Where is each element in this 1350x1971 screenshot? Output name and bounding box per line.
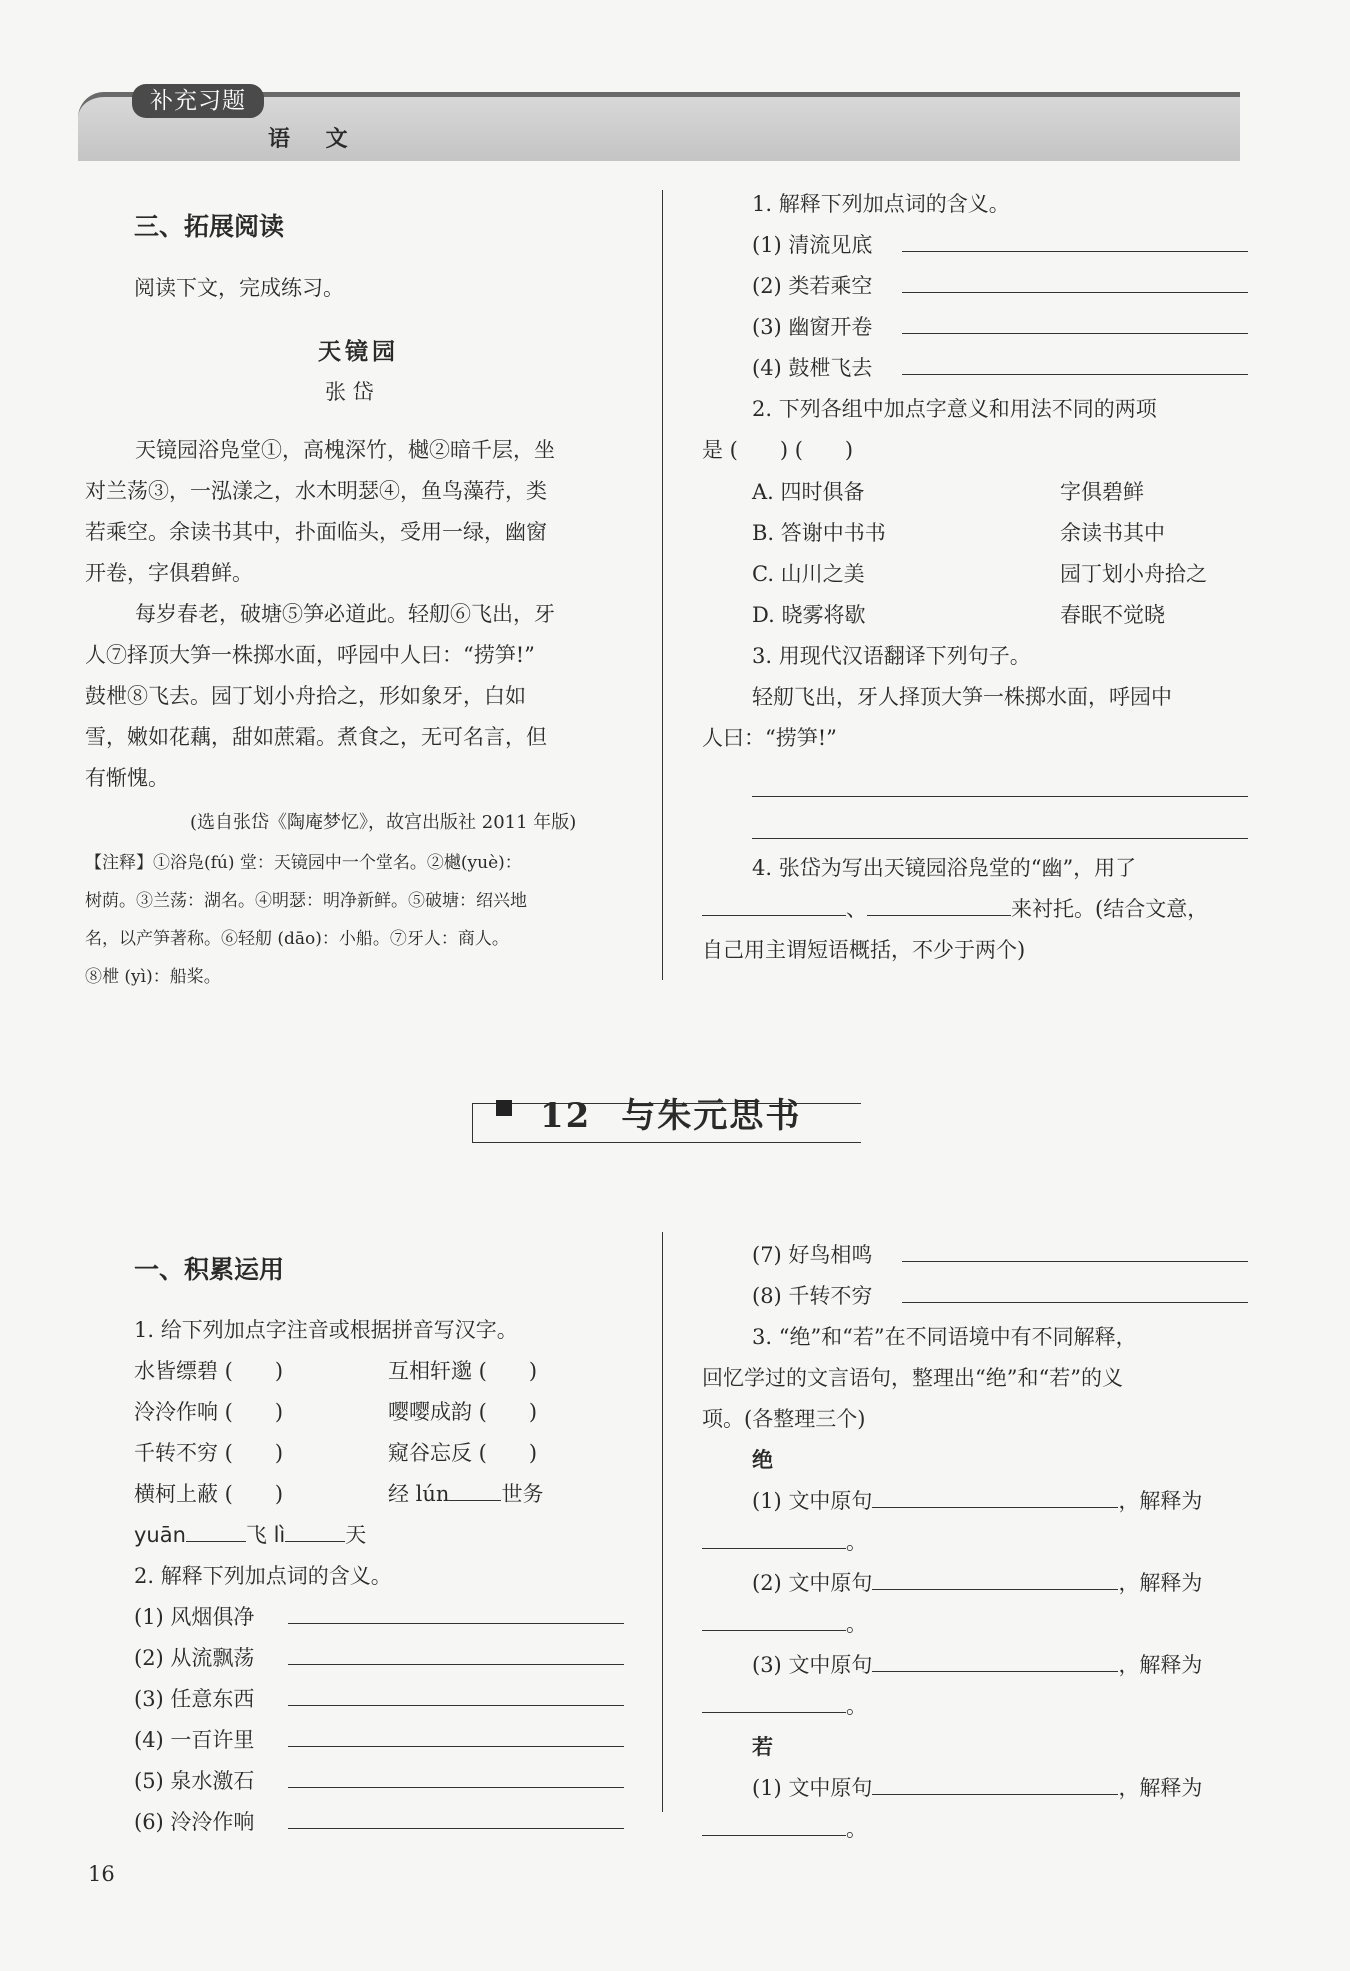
note-line: ⑧枻 (yì)：船桨。 [85, 967, 221, 987]
passage-paragraph-2 [85, 594, 630, 799]
acc-q2-item: (4) 一百许里 [134, 1720, 634, 1761]
entry-row-cont: 。 [702, 1809, 1252, 1850]
answer-blank[interactable] [902, 225, 1248, 252]
q4-line-cont: 自己用主谓短语概括，不少于两个) [702, 938, 1026, 962]
acc-q3-prompt: 3. “绝”和“若”在不同语境中有不同解释， [752, 1325, 1137, 1349]
acc-q2-prompt: 2. 解释下列加点词的含义。 [134, 1564, 392, 1588]
passage-title: 天镜园 [318, 338, 399, 365]
jue-entries [702, 1481, 1252, 1727]
q4-prompt: 4. 张岱为写出天镜园浴凫堂的“幽”，用了 [752, 856, 1137, 880]
answer-blank[interactable] [702, 1522, 846, 1549]
answer-blank[interactable] [702, 1686, 846, 1713]
pinyin-row: 泠泠作响 ( ) 嘤嘤成韵 ( ) [134, 1400, 538, 1424]
passage-paragraph-1 [85, 430, 630, 594]
note-line: 树荫。③兰荡：湖名。④明瑟：明净新鲜。⑤破塘：绍兴地 [85, 891, 527, 911]
answer-blank[interactable] [449, 1474, 501, 1501]
entry-row: (3) 文中原句 ，解释为 [702, 1645, 1252, 1686]
passage-line: 鼓枻⑧飞去。园丁划小舟拾之，形如象牙，白如 [85, 684, 526, 708]
passage-source: (选自张岱《陶庵梦忆》，故宫出版社 2011 年版) [190, 812, 577, 833]
chapter-title: 12 与朱元思书 [540, 1096, 802, 1136]
q3-prompt: 3. 用现代汉语翻译下列句子。 [752, 644, 1031, 668]
q2-option[interactable]: C. 山川之美 园丁划小舟拾之 [752, 562, 1207, 586]
pinyin-rows [134, 1351, 634, 1556]
q4-line: 、 来衬托。(结合文意， [702, 889, 1208, 929]
answer-blank[interactable] [872, 1645, 1118, 1672]
q2-option[interactable]: D. 晓雾将歇 春眠不觉晓 [752, 603, 1165, 627]
entry-row-cont: 。 [702, 1604, 1252, 1645]
ruo-entries [702, 1768, 1252, 1850]
answer-blank[interactable] [872, 1768, 1118, 1795]
answer-line[interactable] [752, 796, 1248, 797]
section-title-reading: 三、拓展阅读 [134, 212, 285, 241]
acc-q2-item: (1) 风烟俱净 [134, 1597, 634, 1638]
q1-item: (3) 幽窗开卷 [752, 307, 1252, 348]
answer-blank[interactable] [285, 1515, 345, 1542]
pinyin-row: 千转不穷 ( ) 窥谷忘反 ( ) [134, 1441, 538, 1465]
answer-blank[interactable] [902, 266, 1248, 293]
entry-row: (1) 文中原句 ，解释为 [702, 1481, 1252, 1522]
q3-sentence-cont: 人曰：“捞笋!” [702, 726, 837, 750]
header-subject: 语 文 [268, 127, 362, 152]
passage-line: 开卷，字俱碧鲜。 [85, 561, 253, 585]
column-divider-bottom [662, 1232, 663, 1812]
answer-blank[interactable] [702, 1604, 846, 1631]
answer-blank[interactable] [902, 1235, 1248, 1262]
answer-blank[interactable] [702, 889, 846, 916]
q1-item: (2) 类若乘空 [752, 266, 1252, 307]
acc-q2-item: (3) 任意东西 [134, 1679, 634, 1720]
answer-blank[interactable] [288, 1802, 624, 1829]
acc-q2-item: (2) 从流飘荡 [134, 1638, 634, 1679]
acc-q1-prompt: 1. 给下列加点字注音或根据拼音写汉字。 [134, 1318, 518, 1342]
acc-q3-prompt-cont: 项。(各整理三个) [702, 1407, 866, 1431]
q2-option[interactable]: B. 答谢中书书 余读书其中 [752, 521, 1165, 545]
q1-item: (1) 清流见底 [752, 225, 1252, 266]
jue-heading: 绝 [752, 1447, 773, 1472]
answer-blank[interactable] [872, 1563, 1118, 1590]
answer-blank[interactable] [902, 1276, 1248, 1303]
q2-options [752, 472, 1252, 636]
answer-blank[interactable] [288, 1679, 624, 1706]
passage-line: 人⑦择顶大笋一株掷水面，呼园中人曰：“捞笋!” [85, 643, 535, 667]
answer-blank[interactable] [702, 1809, 846, 1836]
passage-line: 雪，嫩如花藕，甜如蔗霜。煮食之，无可名言，但 [85, 725, 547, 749]
q2-prompt: 2. 下列各组中加点字意义和用法不同的两项 [752, 397, 1157, 421]
q2-option[interactable]: A. 四时俱备 字俱碧鲜 [752, 480, 1144, 504]
acc-q2-item: (6) 泠泠作响 [134, 1802, 634, 1843]
note-line: 名，以产笋著称。⑥轻舠 (dāo)：小船。⑦牙人：商人。 [85, 929, 509, 949]
entry-row-cont: 。 [702, 1522, 1252, 1563]
passage-line: 若乘空。余读书其中，扑面临头，受用一绿，幽窗 [85, 520, 547, 544]
answer-line[interactable] [752, 838, 1248, 839]
note-line: 【注释】①浴凫(fú) 堂：天镜园中一个堂名。②樾(yuè)： [85, 853, 522, 873]
q3-sentence: 轻舠飞出，牙人择顶大笋一株掷水面，呼园中 [752, 685, 1172, 709]
answer-blank[interactable] [902, 307, 1248, 334]
answer-blank[interactable] [872, 1481, 1118, 1508]
answer-blank[interactable] [867, 889, 1011, 916]
ruo-heading: 若 [752, 1734, 773, 1759]
entry-row-cont: 。 [702, 1686, 1252, 1727]
q2-prompt-cont: 是 ( ) ( ) [702, 438, 854, 462]
answer-blank[interactable] [186, 1515, 246, 1542]
pinyin-row: 水皆缥碧 ( ) 互相轩邈 ( ) [134, 1359, 538, 1383]
chapter-square-icon [496, 1100, 512, 1116]
answer-blank[interactable] [288, 1720, 624, 1747]
passage-line: 天镜园浴凫堂①，高槐深竹，樾②暗千层，坐 [135, 438, 555, 462]
reading-instruction: 阅读下文，完成练习。 [134, 276, 344, 300]
passage-line: 对兰荡③，一泓漾之，水木明瑟④，鱼鸟藻荇，类 [85, 479, 547, 503]
column-divider-top [662, 190, 663, 980]
entry-row: (2) 文中原句 ，解释为 [702, 1563, 1252, 1604]
acc-q2-items-cont [752, 1235, 1252, 1317]
q1-items [752, 225, 1252, 389]
q1-item: (4) 鼓枻飞去 [752, 348, 1252, 389]
pinyin-row: 横柯上蔽 ( ) 经 lún 世务 [134, 1474, 634, 1515]
acc-q2-item: (7) 好鸟相鸣 [752, 1235, 1252, 1276]
entry-row: (1) 文中原句 ，解释为 [702, 1768, 1252, 1809]
pinyin-row: yuān 飞 lì 天 [134, 1515, 634, 1556]
acc-q2-items [134, 1597, 634, 1843]
acc-q2-item: (5) 泉水激石 [134, 1761, 634, 1802]
acc-q3-prompt-cont: 回忆学过的文言语句，整理出“绝”和“若”的义 [702, 1366, 1123, 1390]
acc-q2-item: (8) 千转不穷 [752, 1276, 1252, 1317]
header-tag: 补充习题 [132, 84, 264, 118]
section-title-accumulate: 一、积累运用 [134, 1255, 285, 1284]
passage-line: 有惭愧。 [85, 766, 169, 790]
passage-notes [85, 844, 527, 996]
page-number: 16 [88, 1862, 115, 1886]
answer-blank[interactable] [288, 1597, 624, 1624]
answer-blank[interactable] [288, 1638, 624, 1665]
passage-line: 每岁春老，破塘⑤笋必道此。轻舠⑥飞出，牙 [135, 602, 555, 626]
answer-blank[interactable] [902, 348, 1248, 375]
passage-author: 张 岱 [325, 380, 374, 404]
answer-blank[interactable] [288, 1761, 624, 1788]
q1-prompt: 1. 解释下列加点词的含义。 [752, 192, 1010, 216]
